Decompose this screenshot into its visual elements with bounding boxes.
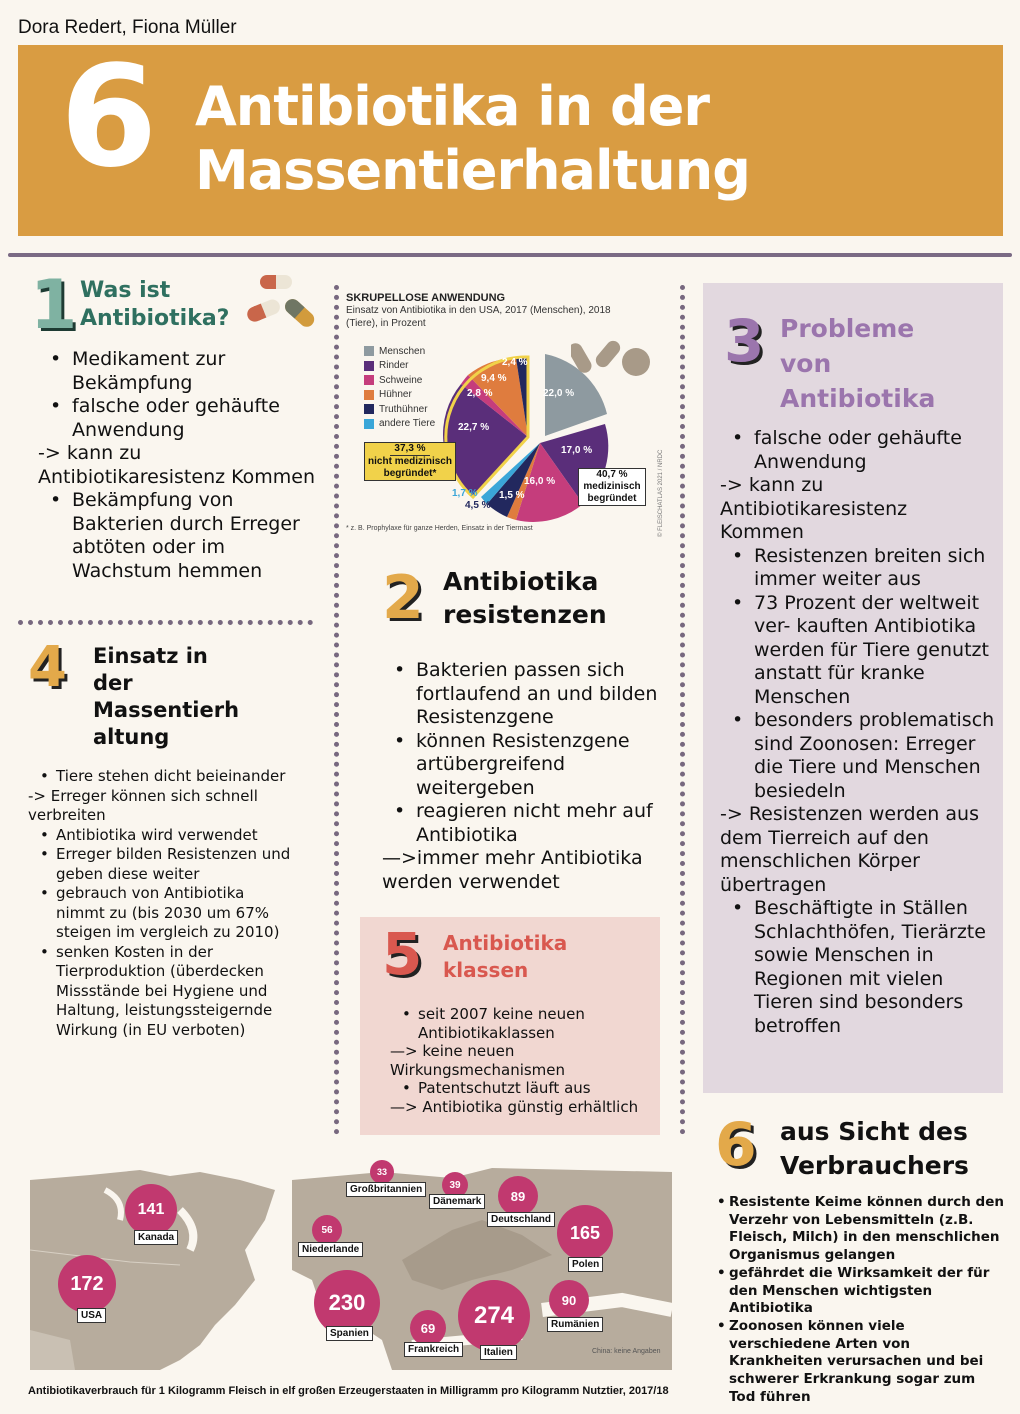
section-3-title-line3: Antibiotika xyxy=(780,384,936,413)
list-item: • falsche oder gehäufte Anwendung xyxy=(720,427,995,474)
slice-label: 2,4 % xyxy=(502,357,528,368)
chart-title: SKRUPELLOSE ANWENDUNG xyxy=(346,292,506,304)
map-caption: Antibiotikaverbrauch für 1 Kilogramm Fleisch in elf großen Erzeugerstaaten in Milligramm pro Kilogramm Nutztier, 2017/18 xyxy=(28,1385,669,1397)
section-1-title xyxy=(80,277,229,333)
section-2-title-line1: Antibiotika xyxy=(443,567,599,596)
slice-label: 17,0 % xyxy=(561,445,593,456)
slice-label: 22,0 % xyxy=(543,388,575,399)
arrow-note: -> kann zu Antibiotikaresistenz Kommen xyxy=(720,474,908,543)
arrow-note: —>immer mehr Antibiotika werden verwendet xyxy=(382,847,643,893)
list-item: • Beschäftigte in Ställen Schlachthöfen, Tierärzte sowie Menschen in Regionen mit vielen Tieren sind besonders betroffen xyxy=(720,897,995,1038)
slice-label: 1,7 % xyxy=(452,488,478,499)
column-divider-right xyxy=(680,285,685,1135)
section-4-title-line2: der xyxy=(93,671,133,695)
bubble-italien: 274 xyxy=(458,1280,530,1352)
section-3-title-line1: Probleme xyxy=(780,314,915,343)
header-divider xyxy=(8,253,1012,257)
slice-label: 2,8 % xyxy=(467,388,493,399)
section-5-title-line1: Antibiotika xyxy=(443,931,568,955)
bubble-niederlande: 56 xyxy=(312,1215,342,1245)
list-item: • Antibiotika wird verwendet xyxy=(28,826,293,846)
bubble-rumaenien: 90 xyxy=(549,1280,589,1320)
slice-label: 22,7 % xyxy=(458,422,490,433)
section-2-title xyxy=(443,565,607,631)
section-6-number: 6 xyxy=(715,1110,757,1180)
arrow-note: —> keine neuen Wirkungsmechanismen xyxy=(390,1042,566,1079)
legend-item: Truthühner xyxy=(364,402,435,417)
slice-label: 16,0 % xyxy=(524,476,556,487)
list-item: • Resistente Keime können durch den Verzehr von Lebensmitteln (z.B. Fleisch, Milch) in den menschlichen Organismus gelangen xyxy=(705,1194,1005,1265)
section-3-title-line2: von xyxy=(780,349,832,378)
page-title-line2: Massentierhaltung xyxy=(195,139,750,202)
section-6-title xyxy=(780,1115,969,1183)
section-1-body xyxy=(38,348,328,583)
label-kanada: Kanada xyxy=(134,1230,178,1245)
chart-source: © FLEISCHATLAS 2021 / NRDC xyxy=(658,449,664,537)
section-5-title xyxy=(443,930,567,984)
section-4-title-line4: altung xyxy=(93,725,170,749)
banner-number: 6 xyxy=(60,36,158,199)
section-6-title-line2: Verbrauchers xyxy=(780,1151,969,1180)
legend-item: Hühner xyxy=(364,388,435,403)
list-item: • senken Kosten in der Tierproduktion (überdecken Missstände bei Hygiene und Haltung, leistungssteigernde Wirkung (in EU verboten) xyxy=(28,943,293,1041)
list-item: • Medikament zur Bekämpfung xyxy=(38,348,328,395)
section-divider xyxy=(18,620,313,625)
bubble-usa: 172 xyxy=(58,1255,116,1313)
section-6-body xyxy=(705,1194,1005,1406)
legend-item: Schweine xyxy=(364,373,435,388)
chart-footnote: * z. B. Prophylaxe für ganze Herden, Einsatz in der Tiermast xyxy=(346,525,533,532)
label-spanien: Spanien xyxy=(326,1326,373,1341)
section-5-body xyxy=(390,1005,655,1116)
legend-item: Rinder xyxy=(364,359,435,374)
label-deutschland: Deutschland xyxy=(487,1212,555,1227)
label-italien: Italien xyxy=(480,1345,517,1360)
map-north-america xyxy=(30,1170,280,1370)
section-3-title xyxy=(780,311,935,416)
section-1-title-line2: Antibiotika? xyxy=(80,306,230,331)
bubble-grossbritannien: 33 xyxy=(370,1160,394,1184)
list-item: • Patentschutzt läuft aus xyxy=(390,1079,655,1098)
callout-nicht-medizinisch: 37,3 % nicht medizinisch begründet* xyxy=(364,442,456,481)
list-item: • Bekämpfung von Bakterien durch Erreger abtöten oder im Wachstum hemmen xyxy=(38,489,328,583)
slice-label: 9,4 % xyxy=(481,373,507,384)
section-4-body xyxy=(28,767,293,1040)
bubble-daenemark: 39 xyxy=(442,1172,468,1198)
label-frankreich: Frankreich xyxy=(404,1342,463,1357)
list-item: • seit 2007 keine neuen Antibiotikaklassen xyxy=(390,1005,655,1042)
label-polen: Polen xyxy=(568,1257,603,1272)
list-item: • Zoonosen können viele verschiedene Arten von Krankheiten verursachen und bei schwerer Erkrankung sogar zum Tod führen xyxy=(705,1318,1005,1407)
bubble-deutschland: 89 xyxy=(498,1176,538,1216)
pills-icon xyxy=(240,272,320,332)
list-item: • Tiere stehen dicht beieinander xyxy=(28,767,293,787)
section-4-title xyxy=(93,643,239,751)
authors: Dora Redert, Fiona Müller xyxy=(18,17,237,38)
pie-chart xyxy=(346,292,676,542)
list-item: • besonders problematisch sind Zoonosen: Erreger die Tiere und Menschen besiedeln xyxy=(720,709,995,803)
legend-item: Menschen xyxy=(364,344,435,359)
callout-medizinisch: 40,7 % medizinisch begründet xyxy=(578,468,646,506)
slice-label: 4,5 % xyxy=(465,500,491,511)
section-2-body xyxy=(382,659,667,894)
pills-decoration-icon xyxy=(571,337,656,387)
list-item: • gebrauch von Antibiotika nimmt zu (bis 2030 um 67% steigen im vergleich zu 2010) xyxy=(28,884,293,943)
list-item: • falsche oder gehäufte Anwendung xyxy=(38,395,328,442)
list-item: • Bakterien passen sich fortlaufend an und bilden Resistenzgene xyxy=(382,659,667,730)
legend-item: andere Tiere xyxy=(364,417,435,432)
section-5-number: 5 xyxy=(382,920,423,988)
label-grossbritannien: Großbritannien xyxy=(346,1182,426,1197)
map-europe xyxy=(292,1160,682,1370)
arrow-note: -> Resistenzen werden aus dem Tierreich auf den menschlichen Körper übertragen xyxy=(720,803,979,896)
map-note: China: keine Angaben xyxy=(592,1348,661,1355)
label-niederlande: Niederlande xyxy=(298,1242,363,1257)
bubble-frankreich: 69 xyxy=(410,1310,446,1346)
section-2-number: 2 xyxy=(382,563,424,633)
section-1-number: 1 xyxy=(30,266,78,345)
column-divider-left xyxy=(334,285,339,1135)
list-item: • Resistenzen breiten sich immer weiter aus xyxy=(720,545,995,592)
section-3-body xyxy=(720,427,995,1038)
slice-label: 1,5 % xyxy=(499,490,525,501)
section-4-title-line1: Einsatz in xyxy=(93,644,208,668)
bubble-spanien: 230 xyxy=(314,1270,380,1336)
list-item: • 73 Prozent der weltweit ver- kauften Antibiotika werden für Tiere genutzt anstatt für kranke Menschen xyxy=(720,592,995,710)
list-item: • reagieren nicht mehr auf Antibiotika xyxy=(382,800,667,847)
section-4-title-line3: Massentierh xyxy=(93,698,240,722)
label-rumaenien: Rumänien xyxy=(547,1317,603,1332)
section-5-title-line2: klassen xyxy=(443,958,529,982)
section-4-number: 4 xyxy=(28,635,67,700)
bubble-kanada: 141 xyxy=(125,1184,177,1236)
arrow-note: -> Erreger können sich schnell verbreiten xyxy=(28,786,258,824)
chart-subtitle: Einsatz von Antibiotika in den USA, 2017 (Menschen), 2018 (Tiere), in Prozent xyxy=(346,305,611,329)
arrow-note: -> kann zu Antibiotikaresistenz Kommen xyxy=(38,442,316,488)
page-title-line1: Antibiotika in der xyxy=(195,75,709,138)
label-usa: USA xyxy=(77,1308,106,1323)
section-6-title-line1: aus Sicht des xyxy=(780,1117,968,1146)
bubble-polen: 165 xyxy=(557,1205,613,1261)
label-daenemark: Dänemark xyxy=(429,1194,485,1209)
section-3-number: 3 xyxy=(724,307,765,375)
page-title xyxy=(195,75,750,203)
list-item: • können Resistenzgene artübergreifend weitergeben xyxy=(382,730,667,801)
section-1-title-line1: Was ist xyxy=(80,278,171,303)
arrow-note: —> Antibiotika günstig erhältlich xyxy=(390,1097,639,1116)
list-item: • gefährdet die Wirksamkeit der für den Menschen wichtigsten Antibiotika xyxy=(705,1265,1005,1318)
list-item: • Erreger bilden Resistenzen und geben diese weiter xyxy=(28,845,293,884)
section-2-title-line2: resistenzen xyxy=(443,600,607,629)
